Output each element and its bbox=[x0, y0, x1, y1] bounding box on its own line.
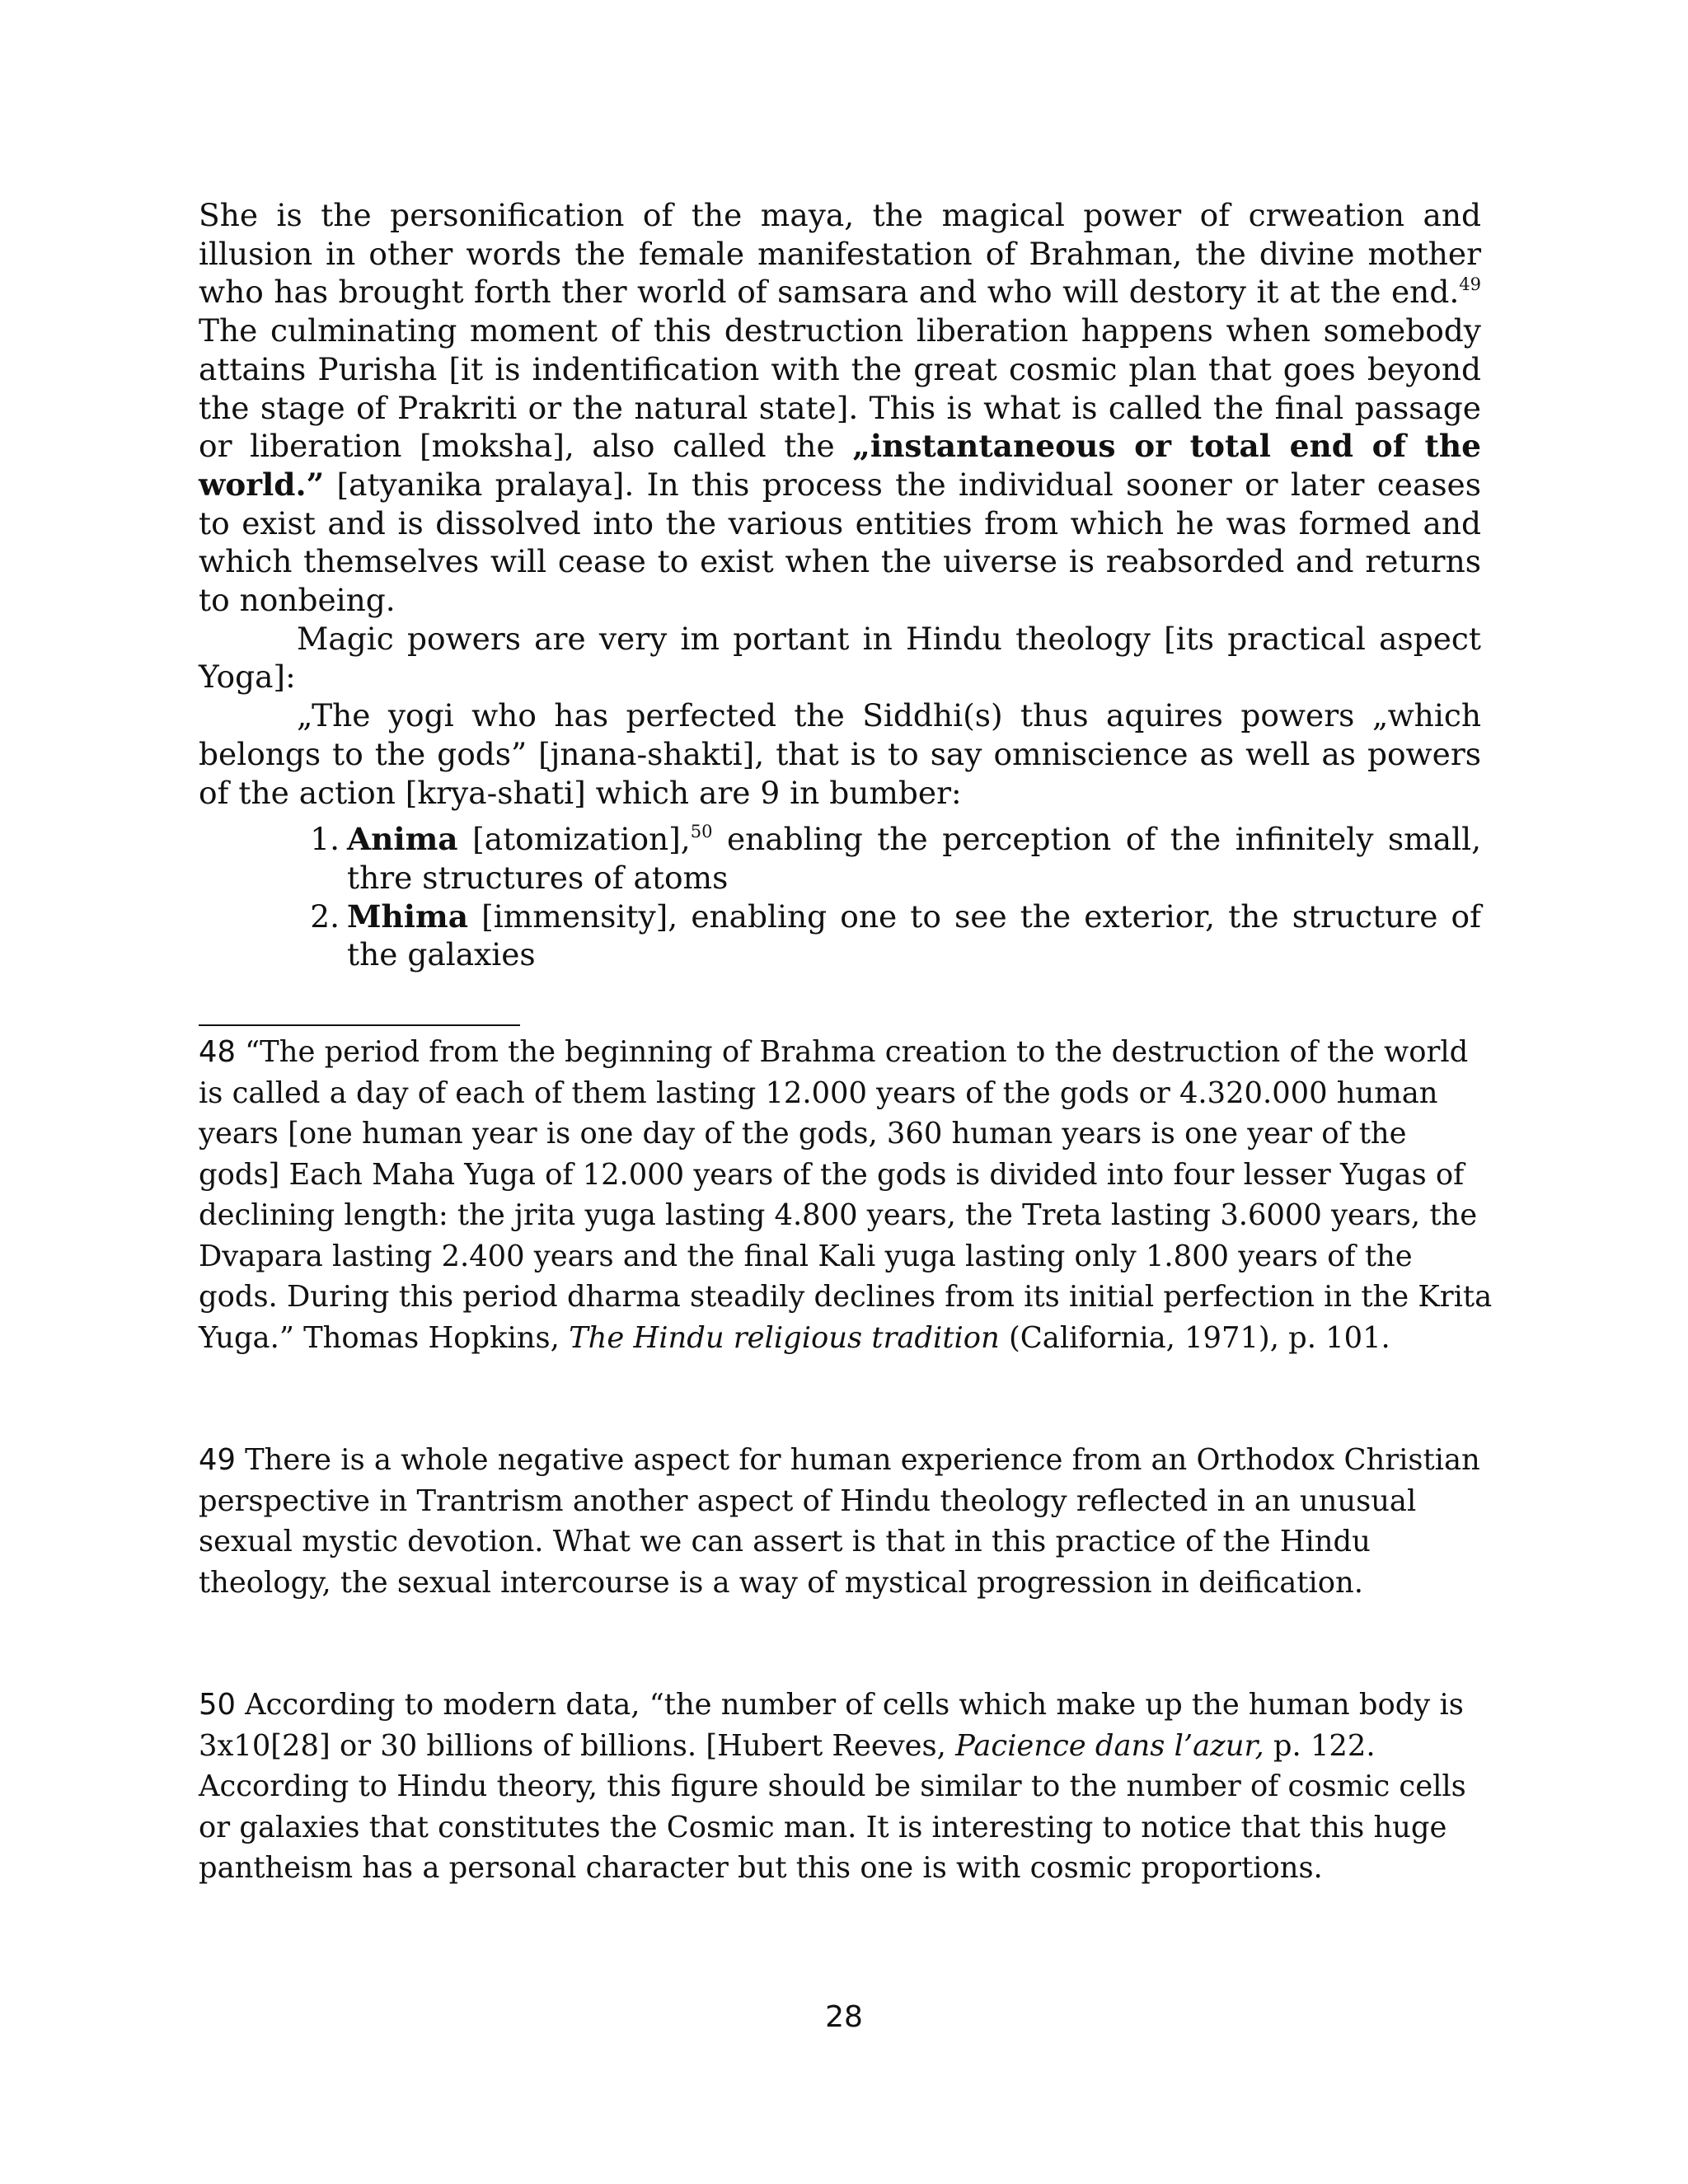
list-text: [atomization], bbox=[457, 821, 691, 858]
list-number: 1. bbox=[310, 821, 340, 858]
footnote-separator bbox=[199, 1024, 520, 1026]
footnote-number: 48 bbox=[199, 1035, 236, 1069]
paragraph-text: She is the personification of the maya, the magical power of crweation and illusion in other words the female manifestation of Brahman, the divine mother who has brought forth ther world of samsara and who will destory it at the end. bbox=[199, 197, 1481, 311]
footnote-text: p. 122. According to Hindu theory, this figure should be similar to the number of cosmic cells or galaxies that constitutes the Cosmic man. It is interesting to notice that this huge pantheism has a personal character but this one is with cosmic proportions. bbox=[199, 1728, 1466, 1885]
book-title: Pacience dans l’azur, bbox=[955, 1728, 1264, 1763]
footnote-number: 49 bbox=[199, 1443, 236, 1477]
list-number: 2. bbox=[310, 898, 340, 935]
footnote-49 bbox=[199, 1440, 1493, 1603]
footnote-gap bbox=[199, 1358, 1493, 1440]
footnote-ref-50: 50 bbox=[690, 822, 713, 842]
list-text: enabling the perception of the infinitely small, thre structures of atoms bbox=[347, 821, 1482, 896]
footnote-text: According to modern data, “the number of cells which make up the human body is 3x10[28] or 30 billions of billions. [Hubert Reeves, bbox=[199, 1688, 1464, 1763]
footnote-ref-49: 49 bbox=[1459, 274, 1481, 295]
paragraph-magic-powers: Magic powers are very im portant in Hindu theology [its practical aspect Yoga]: bbox=[199, 620, 1481, 696]
footnote-48 bbox=[199, 1032, 1493, 1358]
list-text: [immensity], enabling one to see the exterior, the structure of the galaxies bbox=[347, 898, 1481, 973]
list-item bbox=[199, 898, 1481, 974]
footnote-50 bbox=[199, 1685, 1493, 1889]
footnote-text: “The period from the beginning of Brahma creation to the destruction of the world is called a day of each of them lasting 12.000 years of the gods or 4.320.000 human years [one human year is one day of the gods, 360 human years is one year of the gods] Each Maha Yuga of 12.000 years of the gods is divided into four lesser Yugas of declining length: the jrita yuga lasting 4.800 years, the Treta lasting 3.6000 years, the Dvapara lasting 2.400 years and the final Kali yuga lasting only 1.800 years of the gods. During this period dharma steadily declines from its initial perfection in the Krita Yuga.” Thomas Hopkins, bbox=[199, 1035, 1493, 1355]
footnote-text: (California, 1971), p. 101. bbox=[999, 1320, 1390, 1355]
page-number: 28 bbox=[825, 2000, 863, 2034]
paragraph-text: The culminating moment of this destruction liberation happens when somebody attains Purisha [it is indentification with the great cosmic plan that goes beyond the stage of Prakriti or the natural state]. This is what is called the final passage or liberation [moksha], also called the bbox=[199, 312, 1481, 465]
list-item bbox=[199, 820, 1481, 897]
footnote-text: There is a whole negative aspect for human experience from an Orthodox Christian perspective in Trantrism another aspect of Hindu theology reflected in an unusual sexual mystic devotion. What we can assert is that in this practice of the Hindu theology, the sexual intercourse is a way of mystical progression in deification. bbox=[199, 1443, 1480, 1600]
powers-list bbox=[199, 820, 1481, 974]
paragraph-maya bbox=[199, 196, 1481, 620]
footnotes bbox=[199, 1032, 1493, 1889]
paragraph-yogi-quote: „The yogi who has perfected the Siddhi(s) thus aquires powers „which belongs to the gods” [jnana-shakti], that is to say omniscience as well as powers of the action [krya-shati] which are 9 in bumber: bbox=[199, 697, 1481, 811]
book-title: The Hindu religious tradition bbox=[569, 1320, 1000, 1355]
footnote-gap bbox=[199, 1603, 1493, 1685]
main-text bbox=[199, 196, 1481, 974]
list-term: Anima bbox=[347, 821, 458, 858]
list-term: Mhima bbox=[347, 898, 468, 935]
footnote-number: 50 bbox=[199, 1688, 236, 1722]
paragraph-text: [atyanika pralaya]. In this process the individual sooner or later ceases to exist and is dissolved into the various entities from which he was formed and which themselves will cease to exist when the uiverse is reabsorded and returns to nonbeing. bbox=[199, 466, 1481, 619]
bold-phrase: „instantaneous or total end of the world.” bbox=[199, 428, 1481, 503]
